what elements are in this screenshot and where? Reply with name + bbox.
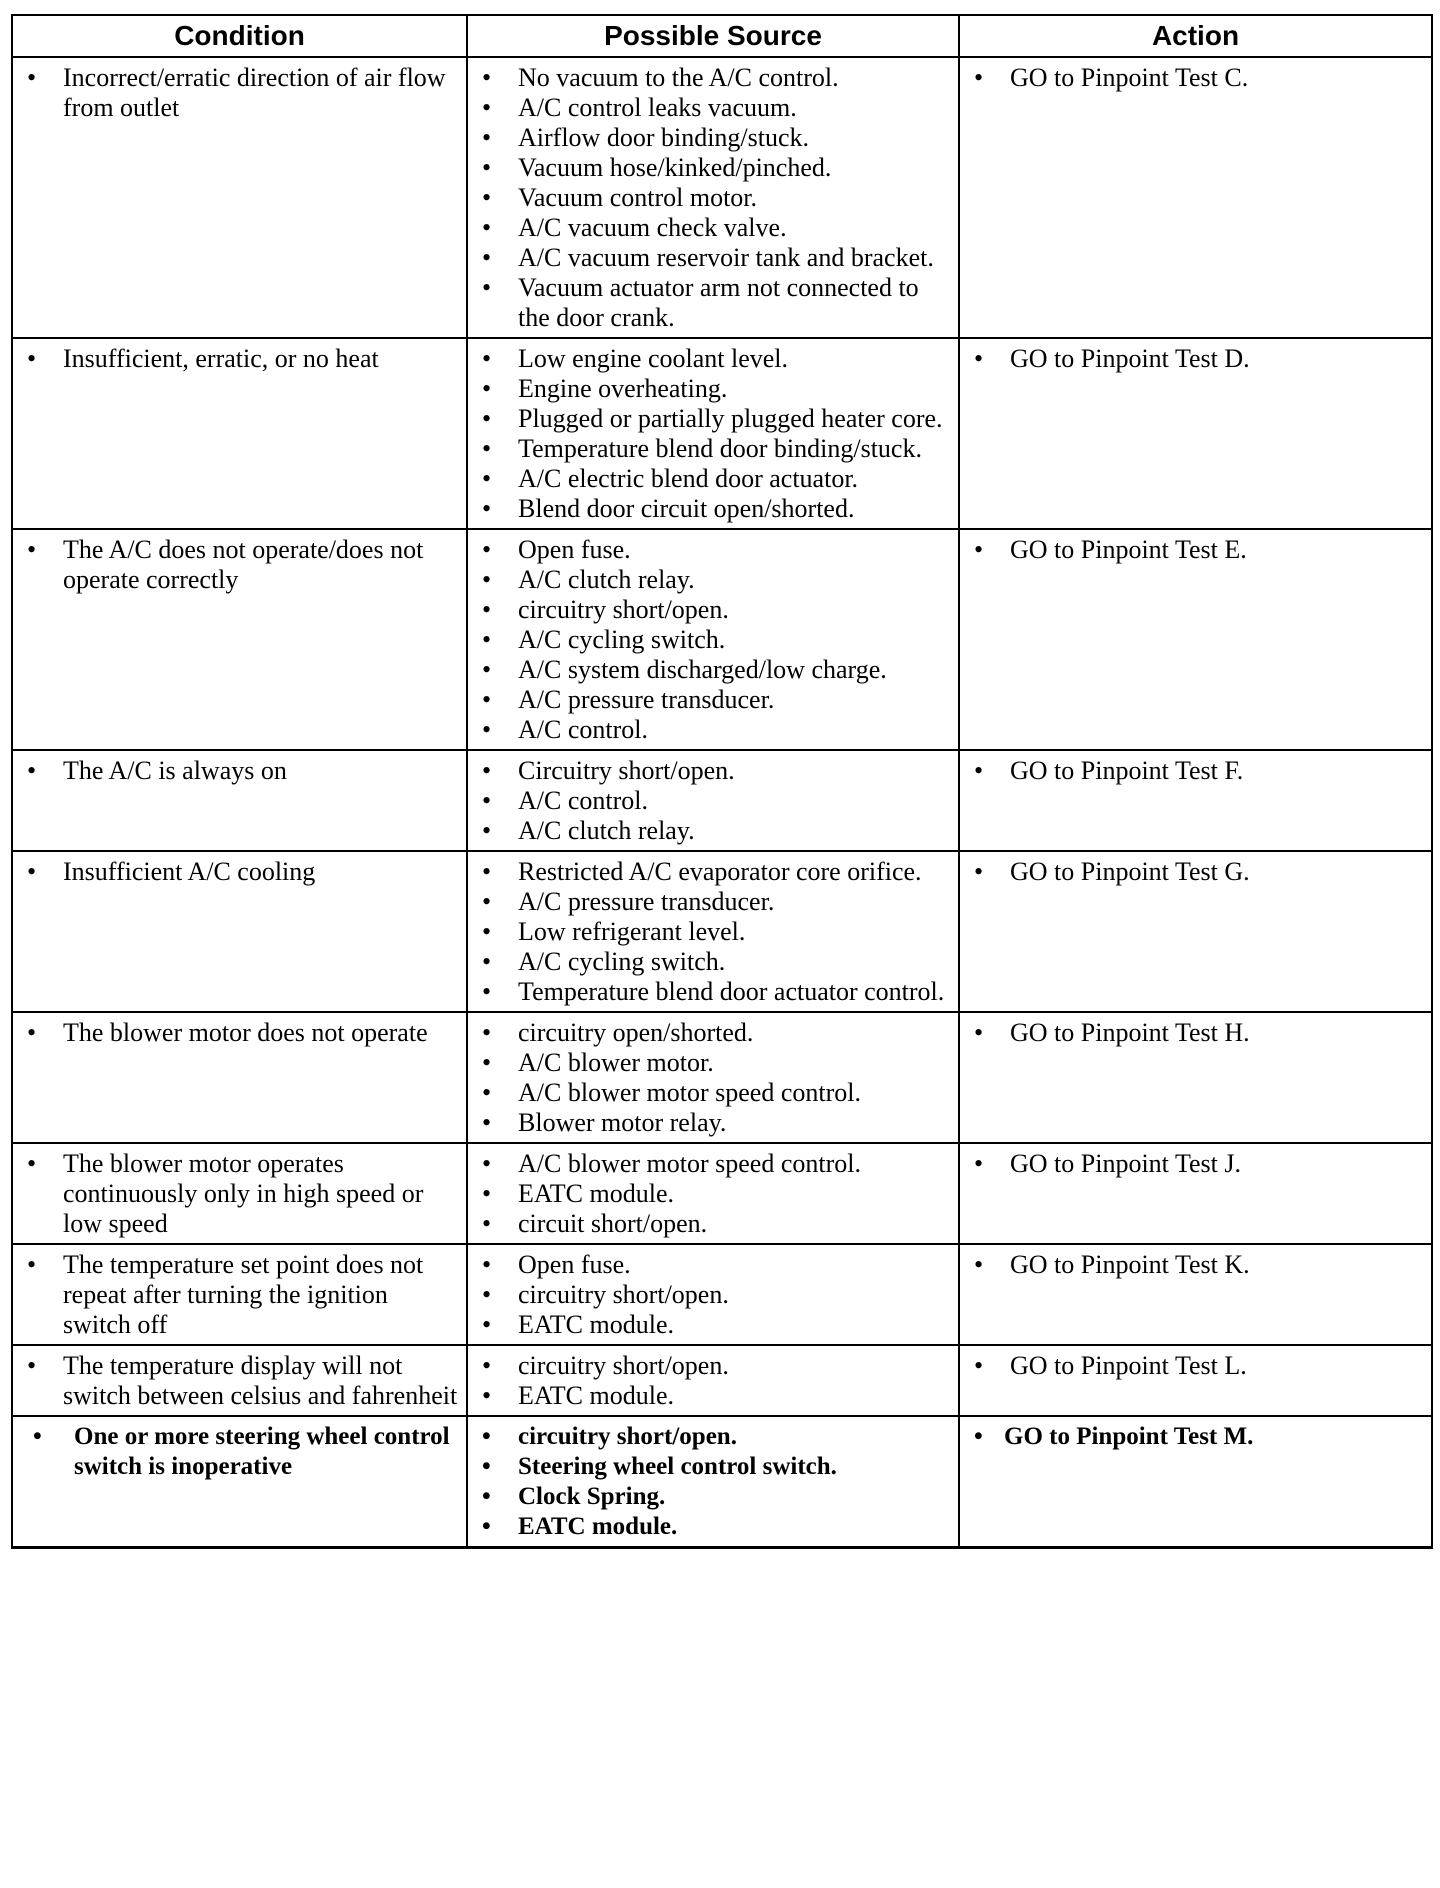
header-condition: Condition bbox=[12, 15, 467, 57]
source-item: • A/C vacuum reservoir tank and bracket. bbox=[474, 243, 952, 273]
source-item: • A/C control. bbox=[474, 715, 952, 745]
action-cell bbox=[959, 1143, 1432, 1244]
action-cell bbox=[959, 57, 1432, 338]
table-row bbox=[12, 1012, 1432, 1143]
condition-text: • The A/C does not operate/does not operate correctly bbox=[19, 535, 460, 595]
condition-cell bbox=[12, 1416, 467, 1548]
table-body bbox=[12, 57, 1432, 1548]
source-item: • Blower motor relay. bbox=[474, 1108, 952, 1138]
condition-cell bbox=[12, 529, 467, 750]
source-item: • A/C blower motor. bbox=[474, 1048, 952, 1078]
source-item: • circuitry short/open. bbox=[474, 595, 952, 625]
table-row bbox=[12, 529, 1432, 750]
source-item: • A/C blower motor speed control. bbox=[474, 1149, 952, 1179]
condition-cell bbox=[12, 57, 467, 338]
possible-source-cell bbox=[467, 57, 959, 338]
action-cell bbox=[959, 529, 1432, 750]
possible-source-cell bbox=[467, 851, 959, 1012]
possible-source-cell bbox=[467, 1416, 959, 1548]
source-item: • No vacuum to the A/C control. bbox=[474, 63, 952, 93]
possible-source-cell bbox=[467, 750, 959, 851]
table-row bbox=[12, 1345, 1432, 1416]
possible-source-cell bbox=[467, 529, 959, 750]
condition-text: • The A/C is always on bbox=[19, 756, 460, 786]
condition-text: • The temperature set point does not repeat after turning the ignition switch off bbox=[19, 1250, 460, 1340]
header-row bbox=[12, 15, 1432, 57]
table-row bbox=[12, 1244, 1432, 1345]
condition-text: • The blower motor operates continuously only in high speed or low speed bbox=[19, 1149, 460, 1239]
source-item: • Airflow door binding/stuck. bbox=[474, 123, 952, 153]
source-item: • EATC module. bbox=[474, 1310, 952, 1340]
source-item: • A/C pressure transducer. bbox=[474, 887, 952, 917]
source-item: • Circuitry short/open. bbox=[474, 756, 952, 786]
possible-source-cell bbox=[467, 338, 959, 529]
action-text: • GO to Pinpoint Test K. bbox=[966, 1250, 1425, 1280]
action-text: • GO to Pinpoint Test J. bbox=[966, 1149, 1425, 1179]
condition-cell bbox=[12, 750, 467, 851]
header-action: Action bbox=[959, 15, 1432, 57]
source-item: • Plugged or partially plugged heater core. bbox=[474, 404, 952, 434]
source-item: • A/C vacuum check valve. bbox=[474, 213, 952, 243]
action-text: • GO to Pinpoint Test E. bbox=[966, 535, 1425, 565]
source-item: • Low refrigerant level. bbox=[474, 917, 952, 947]
source-item: • circuitry open/shorted. bbox=[474, 1018, 952, 1048]
action-text: • GO to Pinpoint Test F. bbox=[966, 756, 1425, 786]
action-cell bbox=[959, 750, 1432, 851]
action-cell bbox=[959, 851, 1432, 1012]
source-item: • Temperature blend door actuator control. bbox=[474, 977, 952, 1007]
condition-text: • Incorrect/erratic direction of air flow from outlet bbox=[19, 63, 460, 123]
source-item: • Low engine coolant level. bbox=[474, 344, 952, 374]
possible-source-cell bbox=[467, 1012, 959, 1143]
action-cell bbox=[959, 1012, 1432, 1143]
possible-source-cell bbox=[467, 1244, 959, 1345]
source-item: • A/C blower motor speed control. bbox=[474, 1078, 952, 1108]
source-item: • Open fuse. bbox=[474, 535, 952, 565]
condition-text: • Insufficient, erratic, or no heat bbox=[19, 344, 460, 374]
source-item: • A/C control leaks vacuum. bbox=[474, 93, 952, 123]
action-text: • GO to Pinpoint Test H. bbox=[966, 1018, 1425, 1048]
possible-source-cell bbox=[467, 1143, 959, 1244]
source-item: • A/C system discharged/low charge. bbox=[474, 655, 952, 685]
source-item: • A/C cycling switch. bbox=[474, 947, 952, 977]
condition-text: • The temperature display will not switch between celsius and fahrenheit bbox=[19, 1351, 460, 1411]
table-row bbox=[12, 338, 1432, 529]
source-item: • A/C cycling switch. bbox=[474, 625, 952, 655]
condition-text: • One or more steering wheel control switch is inoperative bbox=[19, 1422, 460, 1482]
condition-cell bbox=[12, 1143, 467, 1244]
table-row bbox=[12, 750, 1432, 851]
condition-cell bbox=[12, 1244, 467, 1345]
diagnosis-table bbox=[11, 14, 1433, 1549]
table-row bbox=[12, 1416, 1432, 1548]
source-item: • circuitry short/open. bbox=[474, 1351, 952, 1381]
source-item: • EATC module. bbox=[474, 1179, 952, 1209]
source-item: • Clock Spring. bbox=[474, 1482, 952, 1512]
action-cell bbox=[959, 1244, 1432, 1345]
source-item: • circuit short/open. bbox=[474, 1209, 952, 1239]
source-item: • Open fuse. bbox=[474, 1250, 952, 1280]
table-row bbox=[12, 57, 1432, 338]
source-item: • Vacuum control motor. bbox=[474, 183, 952, 213]
source-item: • Temperature blend door binding/stuck. bbox=[474, 434, 952, 464]
source-item: • Blend door circuit open/shorted. bbox=[474, 494, 952, 524]
condition-text: • The blower motor does not operate bbox=[19, 1018, 460, 1048]
condition-cell bbox=[12, 338, 467, 529]
condition-cell bbox=[12, 851, 467, 1012]
source-item: • A/C clutch relay. bbox=[474, 816, 952, 846]
action-text: • GO to Pinpoint Test G. bbox=[966, 857, 1425, 887]
source-item: • Restricted A/C evaporator core orifice. bbox=[474, 857, 952, 887]
source-item: • Vacuum hose/kinked/pinched. bbox=[474, 153, 952, 183]
source-item: • EATC module. bbox=[474, 1512, 952, 1542]
source-item: • circuitry short/open. bbox=[474, 1280, 952, 1310]
source-item: • Vacuum actuator arm not connected to the door crank. bbox=[474, 273, 952, 333]
table-row bbox=[12, 851, 1432, 1012]
source-item: • A/C pressure transducer. bbox=[474, 685, 952, 715]
source-item: • EATC module. bbox=[474, 1381, 952, 1411]
action-cell bbox=[959, 1416, 1432, 1548]
action-text: • GO to Pinpoint Test L. bbox=[966, 1351, 1425, 1381]
action-text: • GO to Pinpoint Test C. bbox=[966, 63, 1425, 93]
action-cell bbox=[959, 338, 1432, 529]
possible-source-cell bbox=[467, 1345, 959, 1416]
source-item: • Steering wheel control switch. bbox=[474, 1452, 952, 1482]
action-text: • GO to Pinpoint Test M. bbox=[966, 1422, 1425, 1452]
source-item: • A/C electric blend door actuator. bbox=[474, 464, 952, 494]
condition-text: • Insufficient A/C cooling bbox=[19, 857, 460, 887]
condition-cell bbox=[12, 1012, 467, 1143]
action-cell bbox=[959, 1345, 1432, 1416]
header-possible-source: Possible Source bbox=[467, 15, 959, 57]
source-item: • A/C clutch relay. bbox=[474, 565, 952, 595]
source-item: • Engine overheating. bbox=[474, 374, 952, 404]
table-row bbox=[12, 1143, 1432, 1244]
source-item: • A/C control. bbox=[474, 786, 952, 816]
source-item: • circuitry short/open. bbox=[474, 1422, 952, 1452]
action-text: • GO to Pinpoint Test D. bbox=[966, 344, 1425, 374]
condition-cell bbox=[12, 1345, 467, 1416]
